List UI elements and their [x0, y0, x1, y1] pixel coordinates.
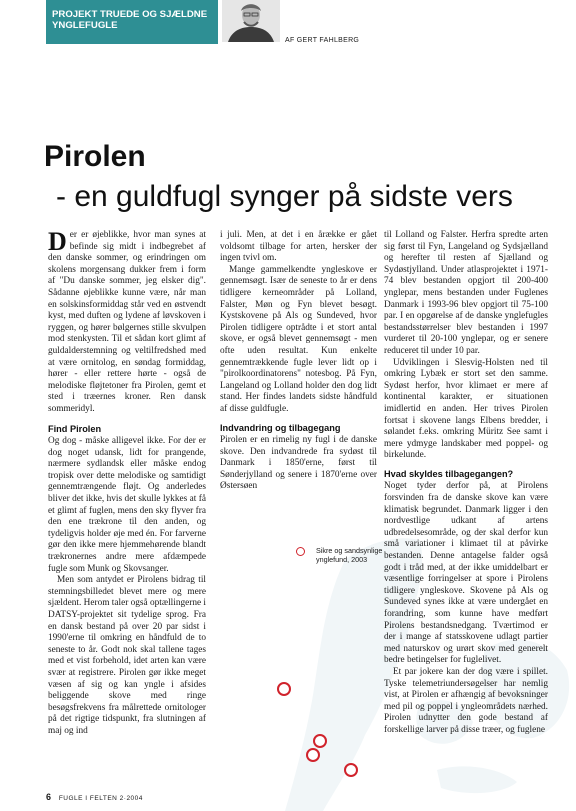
author-byline: AF GERT FAHLBERG — [285, 37, 360, 44]
body-paragraph: Udviklingen i Slesvig-Holsten ned til omkring Lybæk er stort set den samme. Sydøst herfor, hvor klimaet er mere af kontinental karakter, er situationen imidlertid en anden. Her trives Pirolen fortsat i skovene langs Elbens bredder, i sølandet f.eks. omkring Müritz See samt i mere ydmyge landskaber med poppel- og birkelunde. — [384, 357, 548, 461]
series-title: PROJEKT TRUEDE OG SJÆLDNE YNGLEFUGLE — [52, 9, 208, 31]
body-paragraph: Og dog - måske alligevel ikke. For der er dog noget udansk, lidt for prangende, nærmere sydlandsk eller måske endog tropisk over dette melodiske og samtidigt gennemtrængende fløjt. Og anderledes bliver det ikke, hvis det skulle lykkes at få et glimt af fuglen, mens den sky flyver fra den ene trækrone til den anden, og tydeligvis holder øje med én. For farverne gør den ikke mere hjemmehørende blandt trækronernes andre mere afdæmpede fugle som Munk og Skovsanger. — [48, 436, 206, 574]
body-paragraph: Et par jokere kan der dog være i spillet. Tyske telemetriundersøgelser har nemlig vist, at Pirolen er afhængig af bevoksninger med pil og poppel i yngleområdets nærhed. Pirolen udnytter den gode bestand af forskellige larver på disse træer, og fuglene — [384, 666, 548, 735]
dropcap: D — [48, 227, 67, 256]
body-paragraph: Mange gammelkendte yngleskove er gennemsøgt. Især de seneste to år er dens tidligere kerneområder på Lolland, Falster, Møn og Fyn blevet besøgt. Kystskovene på Als og Sundeved, hvor Pirolen tidligere optrådte i et stort antal skove, er også blevet gennemsøgt - men ofte uden resultat. Kun enkelte gennemtrækkende fugle lever lidt op i "pirolkoordinatorens" notesbog. På Fyn, Langeland og Lolland holder den dog lidt stand. Her findes landets sidste håndfuld af disse guldfugle. — [220, 264, 377, 414]
body-paragraph: Men som antydet er Pirolens bidrag til stemningsbilledet blevet mere og mere sjældent. Herom taler også optællingerne i DATSY-projektet sit tydelige sprog. Fra en dansk bestand på over 20 par sidst i 1990'erne til omkring en håndfuld de to seneste to år. Godt nok skal tallene tages med et vist forbehold, idet arten kan være svær at registrere. Pirolen gør ikke meget væsen af sig og kan yngle i afsides beliggende skove med ringe besøgsfrekvens fra målrettede ornitologer på det rigtige tidspunkt, fra slutningen af maj og ind — [48, 575, 207, 736]
section-heading: Indvandring og tilbagegang — [220, 422, 341, 433]
page-footer — [46, 792, 143, 802]
body-paragraph: Pirolen er en rimelig ny fugl i de danske skove. Den indvandrede fra sydøst til Danmark i 1850'erne, først til Sønderjylland og senere i 1870'erne over Østersøen — [220, 435, 377, 492]
map-legend-text: Sikre og sandsynlige ynglefund, 2003 — [316, 546, 383, 564]
map-site-marker — [345, 764, 357, 776]
map-site-marker — [278, 683, 290, 695]
map-land-lolland — [437, 766, 517, 793]
map-legend-marker — [296, 547, 305, 556]
map-site-marker — [314, 735, 326, 747]
author-photo — [222, 0, 280, 42]
article-column-3 — [384, 230, 548, 737]
body-paragraph: til Lolland og Falster. Herfra spredte arten sig først til Fyn, Langeland og Sydsjælland og herefter til resten af Sjælland og Sydøstjylland. Under atlasprojektet i 1971-74 blev bestanden opgjort til 200-400 ynglepar, mens bestanden under Fuglenes Danmark i 1993-96 blev opgjort til 75-100 par. I en opgørelse af de danske ynglefugles bestandsstørrelser blev bestanden i 1997 vurderet til 20-100 ynglepar, og er senere reduceret til under 10 par. — [384, 230, 548, 356]
section-heading: Hvad skyldes tilbagegangen? — [384, 468, 514, 479]
section-heading: Find Pirolen — [48, 423, 102, 434]
map-site-marker — [307, 749, 319, 761]
page-number: 6 — [46, 792, 52, 802]
article-subtitle: - en guldfugl synger på sidste vers — [56, 180, 513, 213]
body-paragraph: Noget tyder derfor på, at Pirolens forsvinden fra de danske skove kan være klimatisk begrundet. Danmark ligger i den nordvestlige udkant af artens udbredelsesområde, og der skal derfor kun små variationer i klimaet til at påvirke bestanden. Denne antagelse falder også godt i tråd med, at der ikke umiddelbart er væsentlige forringelser at spore i Pirolens tidligere yngleskove. Skovene på Als og Sundeved synes ikke at være undergået en forandring, som kunne have medført Pirolens bestandsnedgang. Tværtimod er der i mange af statsskovene udlagt partier med naturskov og urørt skov med generelt bedre betingelser for fuglelivet. — [384, 481, 548, 666]
publication-name: FUGLE I FELTEN 2·2004 — [58, 795, 143, 802]
intro-paragraph: er er øjeblikke, hvor man synes at befinde sig midt i indbegrebet af den danske sommer, og erindringen om skolens morgensang dukker frem i form af "Du danske sommer, jeg elsker dig". Sådanne øjeblikke kunne være, når man en solskinsformiddag står ved en østvendt kyst, med duften og lydene af løvskoven i ryggen, og hører bølgernes stille skvulpen mod stenkysten. Til et sådan kort glimt af guldalderstemning og veltilfredshed med at være ornitolog, en søndag formiddag, hører - eller rettere hørte - også de melodiske fløjtetoner fra Pirolen, gemt et sted i træernes kroner. Ren dansk sommeridyl. — [48, 230, 206, 414]
article-column-2 — [220, 230, 377, 493]
article-column-1 — [48, 227, 207, 738]
body-paragraph: i juli. Men, at det i en årække er gået voldsomt tilbage for arten, hersker der ingen tvivl om. — [220, 230, 377, 264]
article-title: Pirolen — [44, 140, 146, 173]
